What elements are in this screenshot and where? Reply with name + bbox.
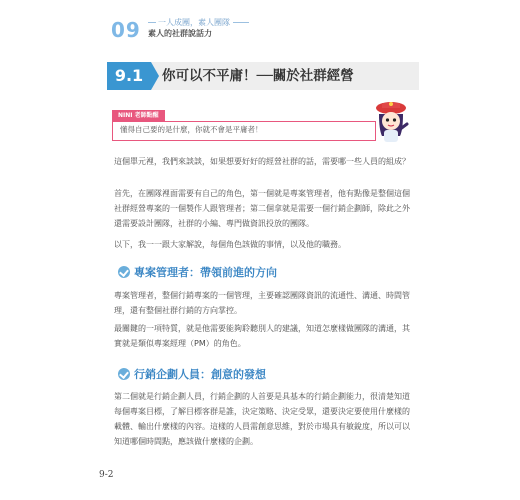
- paragraph-planner: 第二個就是行銷企劃人員，行銷企劃的人首要是具基本的行銷企劃能力，很清楚知道每個專案目標，了解目標客群是誰，決定策略、決定受眾，還要決定要使用什麼樣的載體、輸出什麼樣的內容。這樣的人員需創意思維，對於市場具有敏銳度，所以可以知道哪個時間點，應該做什麼樣的企劃。: [114, 392, 410, 446]
- paragraph-roles: 首先，在團隊裡面需要有自己的角色，第一個就是專案管理者，他有點像是整個這個社群經營專案的一個製作人跟管理者；第二個拿就是需要一個行銷企劃師，除此之外還需要設計團隊，社群的小編、專門做資訊投放的團隊。: [114, 189, 410, 228]
- tip-tag: NINI 老師點醒: [112, 110, 165, 122]
- paragraph-intro: 這個單元裡，我們來談談，如果想要好好的經營社群的話，需要哪一些人員的組成？: [114, 157, 410, 166]
- mascot-illustration: [372, 100, 410, 144]
- chapter-title-line2: 素人的社群說話力: [148, 29, 212, 38]
- check-icon: [118, 266, 130, 278]
- check-icon: [118, 368, 130, 380]
- section-number: 9.1: [107, 62, 151, 90]
- section-title: 你可以不平庸！──關於社群經營: [162, 68, 354, 84]
- chapter-number: 09: [111, 18, 141, 42]
- paragraph-outline: 以下，我一一跟大家解說，每個角色該做的事情，以及他的職務。: [114, 240, 346, 249]
- heading-marketing-planner: 行銷企劃人員：創意的發想: [134, 368, 266, 381]
- paragraph-pm-trait: 最關鍵的一項特質，就是他需要能夠聆聽別人的建議，知道怎麼樣做團隊的溝通，其實就是類似專案經理（PM）的角色。: [114, 324, 410, 348]
- page-number: 9-2: [99, 470, 114, 480]
- paragraph-pm-duties: 專案管理者，整個行銷專案的一個管理，主要確認團隊資訊的流通性、溝通、時間管理，還有整個社群行銷的方向掌控。: [114, 291, 410, 315]
- tip-text: 懂得自己要的是什麼，你就不會是平庸者！: [120, 125, 263, 134]
- heading-project-manager: 專案管理者：帶領前進的方向: [134, 266, 277, 279]
- chapter-title-line1: 一人成團，素人團隊: [148, 17, 249, 28]
